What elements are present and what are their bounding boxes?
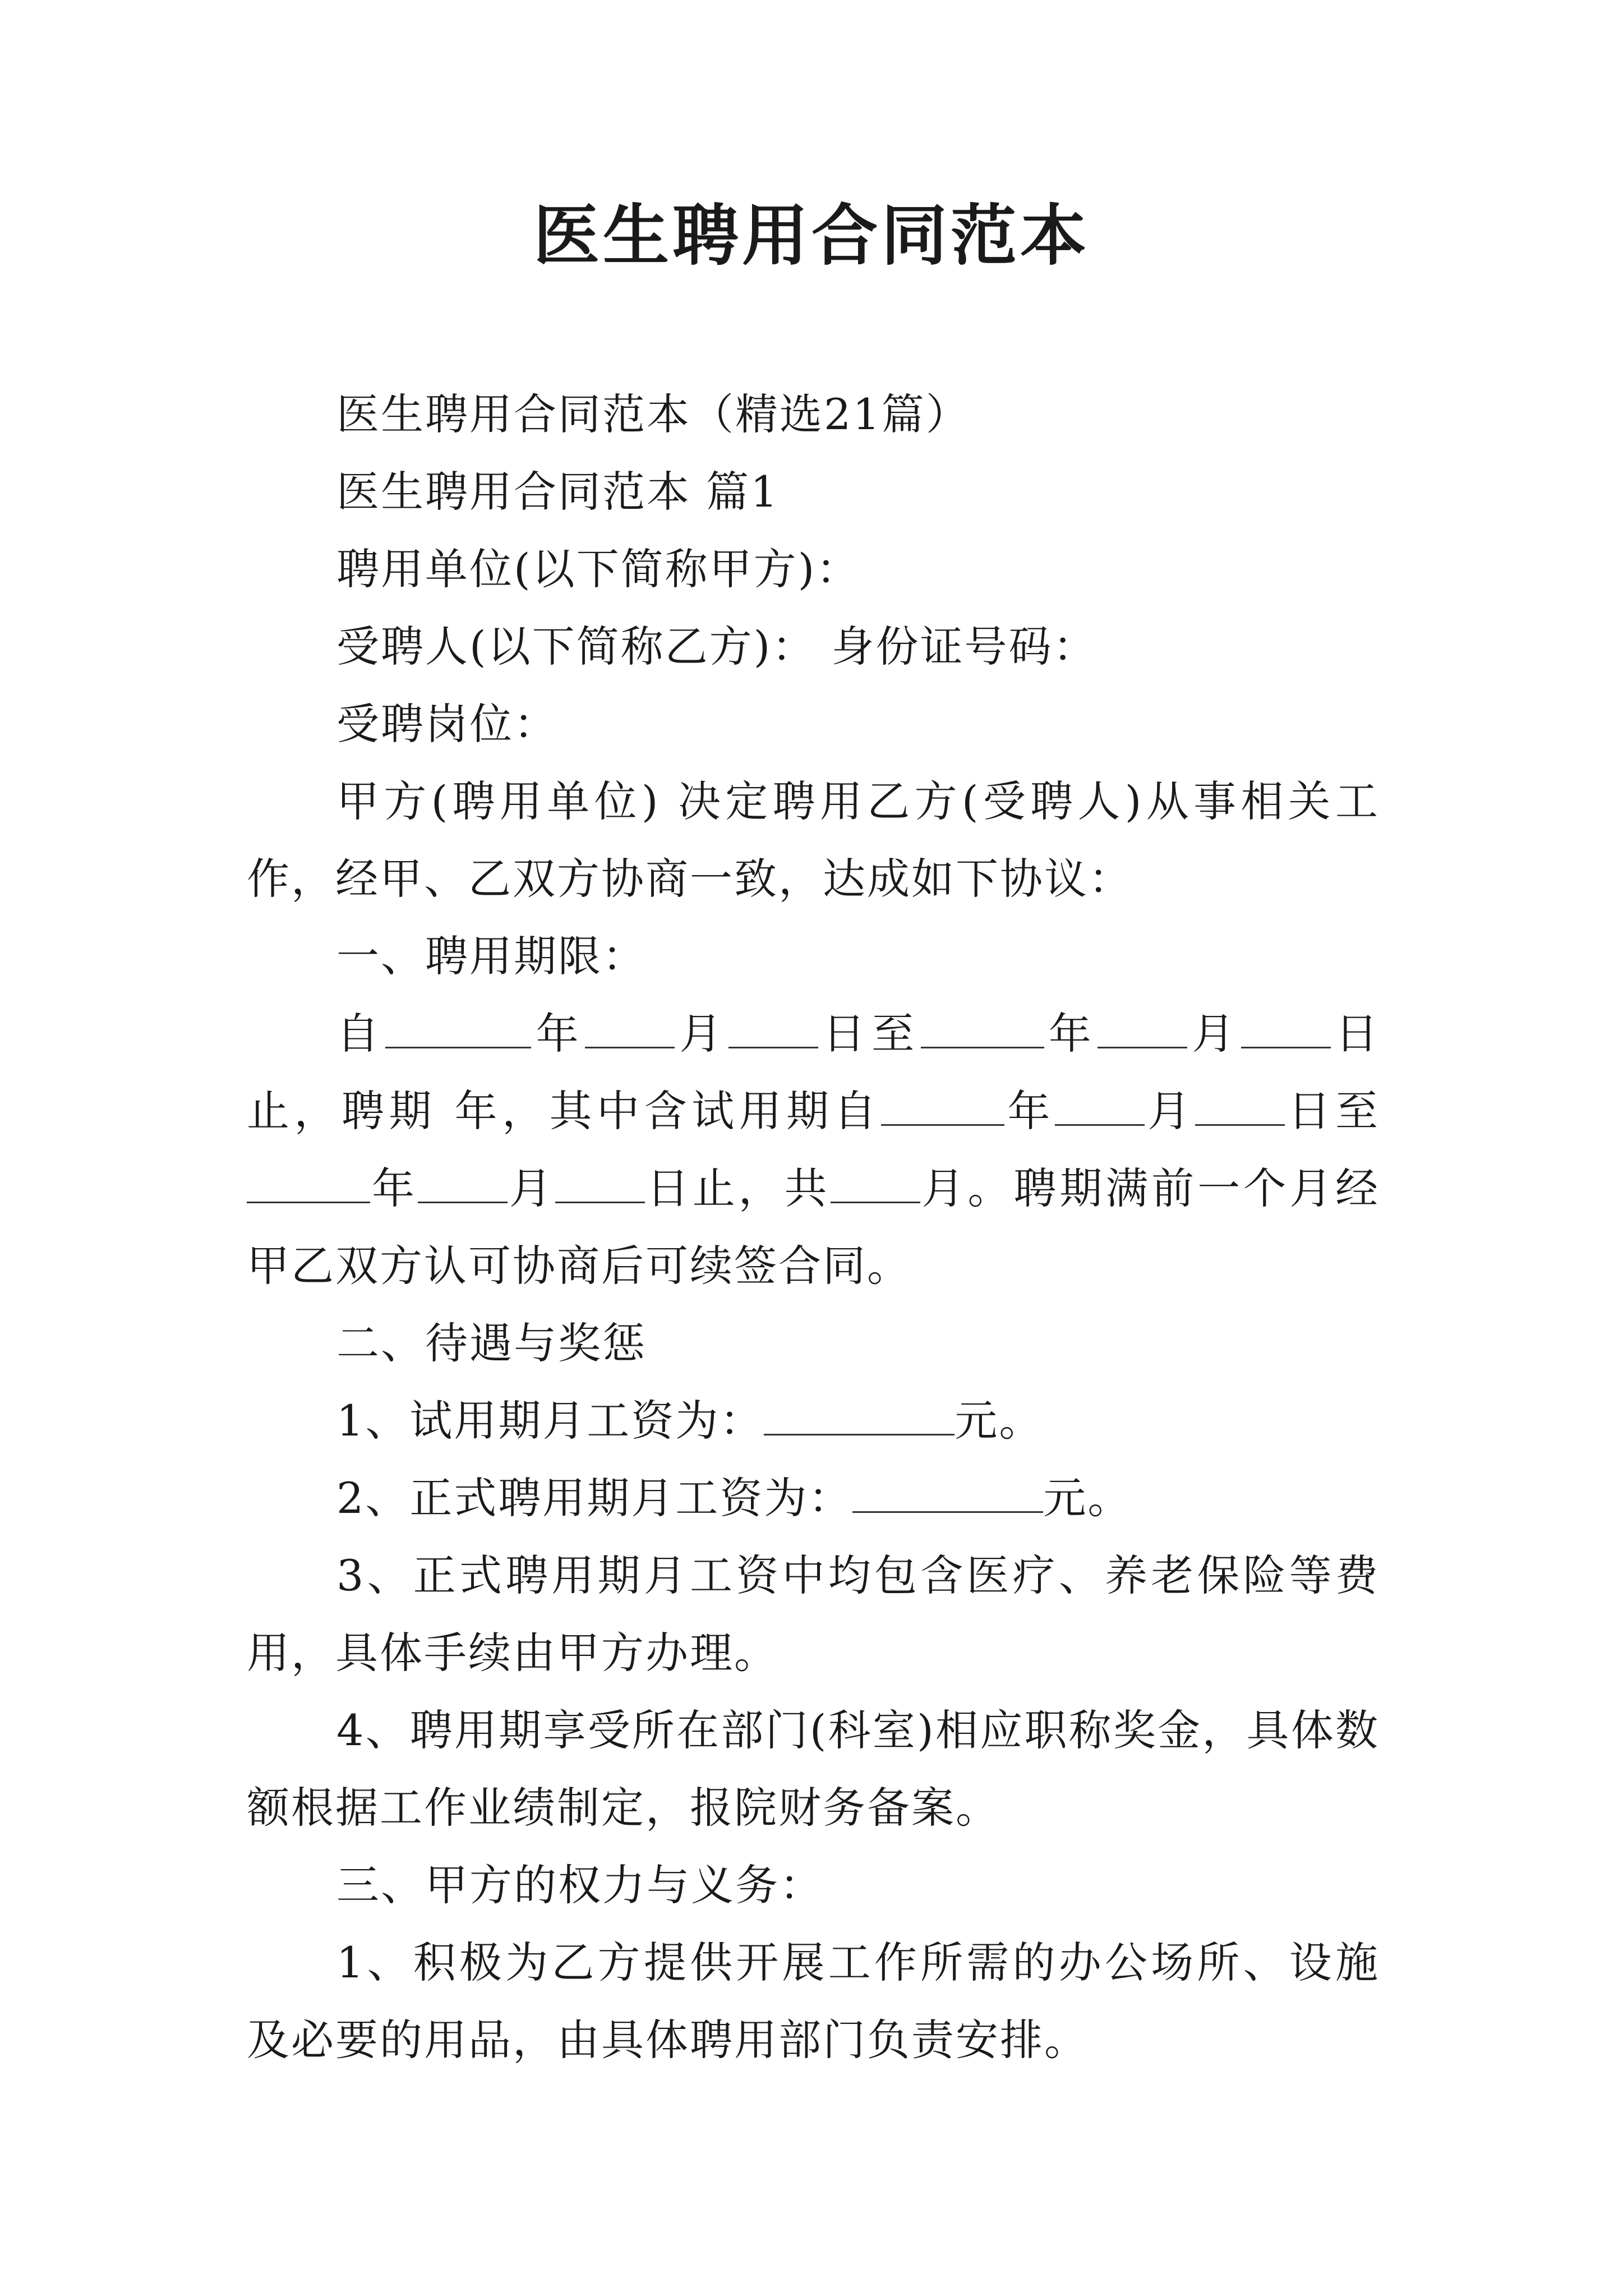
text-from: 自 [336,1009,386,1059]
text-unit: 元。 [955,1396,1044,1446]
text-probation-from: 日止，聘期 年，其中含试用期自 [247,1009,1380,1136]
blank-year [881,1091,1004,1126]
blank-month [585,1013,675,1048]
paragraph-subtitle: 医生聘用合同范本（精选21篇） [336,389,970,439]
blank-day [555,1168,645,1203]
text-day-to: 日至 [1285,1086,1380,1136]
text-year: 年 [531,1009,585,1059]
blank-months [831,1168,920,1203]
text-year: 年 [1004,1086,1055,1136]
paragraph-insurance: 3、正式聘用期月工资中均包含医疗、养老保险等费用，具体手续由甲方办理。 [247,1550,1380,1678]
text-label: 2、正式聘用期月工资为： [336,1473,853,1523]
text-day-to: 日至 [818,1009,921,1059]
paragraph-formal-pay [247,1460,1380,1537]
paragraph-bonus: 4、聘用期享受所在部门(科室)相应职称奖金，具体数额根据工作业绩制定，报院财务备案。 [247,1705,1380,1833]
blank-amount [764,1400,955,1435]
paragraph-term-detail [247,995,1380,1305]
text-year: 年 [370,1163,418,1213]
blank-year [385,1013,531,1048]
text-unit: 元。 [1043,1473,1132,1523]
text-label: 1、试用期月工资为： [336,1396,764,1446]
paragraph-pay-heading: 二、待遇与奖惩 [336,1318,647,1368]
text-month: 月 [1187,1009,1241,1059]
blank-day [728,1013,818,1048]
text-month: 月 [507,1163,555,1213]
paragraph-section-heading: 医生聘用合同范本 篇1 [336,467,780,517]
blank-month [418,1168,508,1203]
paragraph-position: 受聘岗位： [336,699,558,749]
blank-amount [852,1478,1043,1513]
text-month: 月 [1145,1086,1196,1136]
blank-month [1055,1091,1145,1126]
paragraph-employer: 聘用单位(以下简称甲方)： [336,544,861,594]
document-body [247,376,1380,2079]
paragraph-term-heading: 一、聘用期限： [336,931,647,981]
paragraph-rights-1: 1、积极为乙方提供开展工作所需的办公场所、设施及必要的用品，由具体聘用部门负责安排。 [247,1938,1380,2065]
document-title: 医生聘用合同范本 [533,196,1090,274]
blank-day [1241,1013,1331,1048]
paragraph-rights-heading: 三、甲方的权力与义务： [336,1860,824,1910]
paragraph-probation-pay [247,1382,1380,1460]
blank-day [1195,1091,1285,1126]
text-month: 月 [674,1009,728,1059]
text-renewal: 月。聘期满前一个月经甲乙双方认可协商后可续签合同。 [247,1163,1380,1291]
paragraph-intro: 甲方(聘用单位) 决定聘用乙方(受聘人)从事相关工作，经甲、乙双方协商一致，达成如下协议： [247,776,1380,904]
text-year: 年 [1044,1009,1098,1059]
blank-year [247,1168,370,1203]
blank-month [1098,1013,1187,1048]
blank-year [921,1013,1044,1048]
paragraph-employee: 受聘人(以下简称乙方)： 身份证号码： [336,622,1098,671]
text-total: 日止，共 [644,1163,831,1213]
